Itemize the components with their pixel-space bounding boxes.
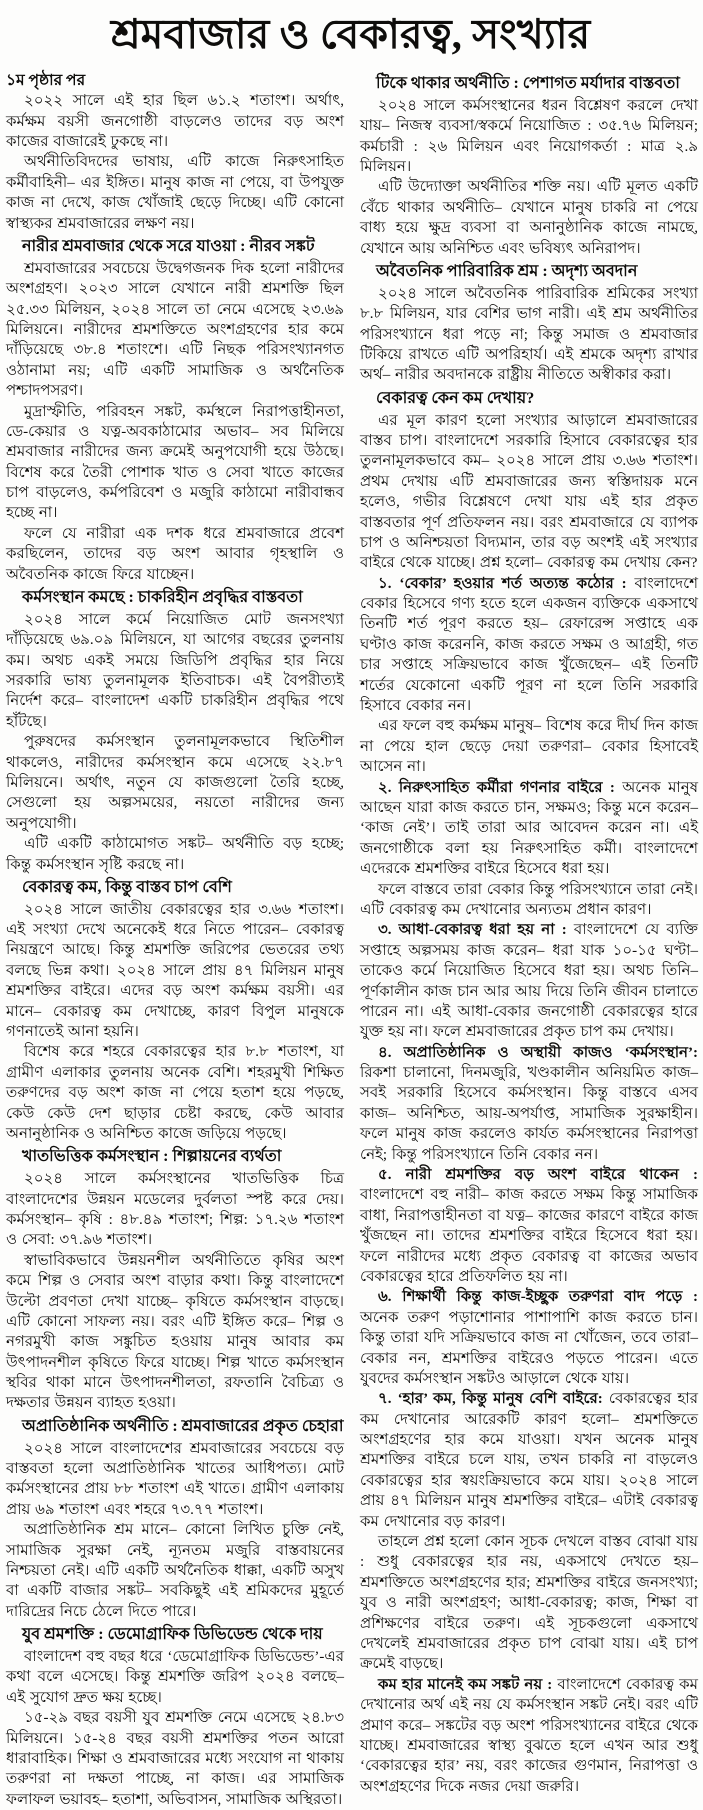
numbered-paragraph: ২. নিরুৎসাহিত কর্মীরা গণনার বাইরে : অনেক মানুষ আছেন যারা কাজ করতে চান, সক্ষমও; কিন্তু মনে করেন– ‘কাজ নেই’। তাই তারা আর আবেদন করেন না। এই জনগোষ্ঠীকে বলা হয় নিরুৎসাহিত কর্মী। বাংলাদেশে এদেরকে শ্রমশক্তির বাইরে হিসেবে ধরা হয়। — [360, 779, 698, 878]
article-paragraph: ফলে বাস্তবে তারা বেকার কিন্তু পরিসংখ্যানে তারা নেই। এটি বেকারত্ব কম দেখানোর অন্যতম প্রধান কারণ। — [360, 881, 698, 918]
article-paragraph: অপ্রাতিষ্ঠানিক শ্রম মানে– কোনো লিখিত চুক্তি নেই, সামাজিক সুরক্ষা নেই, ন্যূনতম মজুরি বাস্তবায়নের নিশ্চয়তা নেই। এটি একটি অর্থনৈতিক ধাক্কা, একটি অসুখ বা একটি বাজার সঙ্কট– সবকিছুই এই শ্রমিকদের মুহূর্তে দারিদ্রের নিচে ঠেলে দিতে পারে। — [6, 1522, 344, 1620]
article-paragraph: ফলে যে নারীরা এক দশক ধরে শ্রমবাজারে প্রবেশ করছিলেন, তাদের বড় অংশ আবার গৃহস্থালি ও অবৈতনিক কাজে ফিরে যাচ্ছেন। — [6, 525, 344, 583]
article-paragraph: অর্থনীতিবিদদের ভাষায়, এটি কাজে নিরুৎসাহিত কর্মীবাহিনী– এর ইঙ্গিত। মানুষ কাজ না পেয়ে, বা উপযুক্ত কাজ না দেখে, কাজ খোঁজাই ছেড়ে দিচ্ছে। এটি কোনো স্বাস্থ্যকর শ্রমবাজারের লক্ষণ নয়। — [6, 154, 344, 232]
continuation-note: ১ম পৃষ্ঠার পর — [6, 72, 86, 90]
article-paragraph: স্বাভাবিকভাবে উন্নয়নশীল অর্থনীতিতে কৃষির অংশ কমে শিল্প ও সেবার অংশ বাড়ার কথা। কিন্তু বাংলাদেশে উল্টো প্রবণতা দেখা যাচ্ছে– কৃষিতে কর্মসংস্থান বাড়ছে। এটি কোনো সাফল্য নয়। বরং এটি ইঙ্গিত করে– শিল্প ও নগরমুখী কাজ সঙ্কুচিত হওয়ায় মানুষ আবার কম উৎপাদনশীল কৃষিতে ফিরে যাচ্ছে। শিল্প খাতে কর্মসংস্থান স্থবির থাকা মানে উৎপাদনশীলতা, রফতানি বৈচিত্র্য ও দক্ষতার উন্নয়ন ব্যাহত হওয়া। — [6, 1252, 344, 1412]
article-paragraph: বাংলাদেশ বহু বছর ধরে ‘ডেমোগ্রাফিক ডিভিডেন্ড’-এর কথা বলে এসেছে। কিন্তু শ্রমশক্তি জরিপ ২০২৪ বলছে– এই সুযোগ দ্রুত ক্ষয় হচ্ছে। — [6, 1648, 344, 1706]
article-paragraph: ২০২৪ সালে অবৈতনিক পারিবারিক শ্রমিকের সংখ্যা ৮.৮ মিলিয়ন, যার বেশির ভাগ নারী। এই শ্রম অর্থনীতির পরিসংখ্যানে ধরা পড়ে না; কিন্তু সমাজ ও শ্রমবাজার টিকিয়ে রাখতে এটি অপরিহার্য। এই শ্রমকে অদৃশ্য রাখার অর্থ– নারীর অবদানকে রাষ্ট্রীয় নীতিতে অস্বীকার করা। — [360, 285, 698, 384]
article-paragraph: এর ফলে বহু কর্মক্ষম মানুষ– বিশেষ করে দীর্ঘ দিন কাজ না পেয়ে হাল ছেড়ে দেয়া তরুণরা– বেকার হিসাবেই আসেন না। — [360, 718, 698, 776]
section-heading: বেকারত্ব কেন কম দেখায়? — [376, 389, 535, 407]
numbered-paragraph: ৪. অপ্রাতিষ্ঠানিক ও অস্থায়ী কাজও ‘কর্মসংস্থান’: রিকশা চালানো, দিনমজুরি, খণ্ডকালীন অনিয়মিত কাজ– সবই সরকারি হিসেবে কর্মসংস্থান। কিন্তু বাস্তবে এসব কাজ– অনিশ্চিত, আয়-অপর্যাপ্ত, সামাজিক সুরক্ষাহীন। ফলে মানুষ কাজ করলেও কার্যত কর্মসংস্থানের নিরাপত্তা নেই; কিন্তু পরিসংখ্যানে তিনি বেকার নন। — [360, 1044, 698, 1163]
article-column-right — [360, 71, 698, 1810]
article-columns — [6, 71, 698, 1810]
article-paragraph: মুদ্রাস্ফীতি, পরিবহন সঙ্কট, কর্মস্থলে নিরাপত্তাহীনতা, ডে-কেয়ার ও যত্ন-অবকাঠামোর অভাব– সব মিলিয়ে শ্রমবাজার নারীদের জন্য ক্রমেই অনুপযোগী হয়ে উঠছে। বিশেষ করে তৈরী পোশাক খাত ও সেবা খাতে কাজের চাপ বাড়লেও, কর্মপরিবেশ ও মজুরি কাঠামো নারীবান্ধব হচ্ছে না। — [6, 403, 344, 522]
numbered-paragraph: ৬. শিক্ষার্থী কিন্তু কাজ-ইচ্ছুক তরুণরা বাদ পড়ে : অনেক তরুণ পড়াশোনার পাশাপাশি কাজ করতে চান। কিন্তু তারা যদি সক্রিয়ভাবে কাজ না খোঁজেন, তবে তারা– বেকার নন, শ্রমশক্তির বাইরেও পড়তে পারেন। এতে যুবদের কর্মসংস্থান সঙ্কটও আড়ালে থেকে যায়। — [360, 1289, 698, 1387]
article-paragraph: ২০২৪ সালে কর্মে নিয়োজিত মোট জনসংখ্যা দাঁড়িয়েছে ৬৯.০৯ মিলিয়নে, যা আগের বছরের তুলনায় কম। অথচ একই সময়ে জিডিপি প্রবৃদ্ধির হার নিয়ে সরকারি ভাষ্য তুলনামূলক ইতিবাচক। এই বৈপরীত্যই নির্দেশ করে– বাংলাদেশ একটি চাকরিহীন প্রবৃদ্ধির পথে হাঁটছে। — [6, 611, 344, 730]
article-paragraph: ২০২২ সালে এই হার ছিল ৬১.২ শতাংশ। অর্থাৎ, কর্মক্ষম বয়সী জনগোষ্ঠী বাড়লেও তাদের বড় অংশ কাজের বাজারেই ঢুকছে না। — [6, 93, 344, 151]
numbered-paragraph: ৭. ‘হার’ কম, কিন্তু মানুষ বেশি বাইরে: বেকারত্বের হার কম দেখানোর আরেকটি কারণ হলো– শ্রমশক্তিতে অংশগ্রহণের হার কমে যাওয়া। যখন অনেক মানুষ শ্রমশক্তির বাইরে চলে যায়, তখন চাকরি না বাড়লেও বেকারত্বের হার স্বয়ংক্রিয়ভাবে কমে যায়। ২০২৪ সালে প্রায় ৪৭ মিলিয়ন মানুষ শ্রমশক্তির বাইরে– এটাই বেকারত্ব কম দেখানোর বড় কারণ। — [360, 1391, 698, 1530]
section-heading: টিকে থাকার অর্থনীতি : পেশাগত মর্যাদার বাস্তবতা — [376, 75, 680, 93]
section-heading: অপ্রাতিষ্ঠানিক অর্থনীতি : শ্রমবাজারের প্রকৃত চেহারা — [22, 1417, 344, 1435]
article-paragraph: এটি উদ্যোক্তা অর্থনীতির শক্তি নয়। এটি মূলত একটি বেঁচে থাকার অর্থনীতি– যেখানে মানুষ চাকরি না পেয়ে বাধ্য হয়ে ক্ষুদ্র ব্যবসা বা অনানুষ্ঠানিক কাজে নামছে, যেখানে আয় অনিশ্চিত এবং ভবিষ্যৎ অনিরাপদ। — [360, 179, 698, 257]
paragraph-lead: ৪. অপ্রাতিষ্ঠানিক ও অস্থায়ী কাজও ‘কর্মসংস্থান’: — [378, 1044, 698, 1061]
article-paragraph: বিশেষ করে শহরে বেকারত্বের হার ৮.৮ শতাংশ, যা গ্রামীণ এলাকার তুলনায় অনেক বেশি। শহরমুখী শিক্ষিত তরুণদের বড় অংশ কাজ না পেয়ে হতাশ হয়ে পড়ছে, কেউ কেউ দেশ ছাড়ার চেষ্টা করছে, কেউ আবার অনানুষ্ঠানিক ও অনিশ্চিত কাজে জড়িয়ে পড়ছে। — [6, 1044, 344, 1142]
article-paragraph: এর মূল কারণ হলো সংখ্যার আড়ালে শ্রমবাজারের বাস্তব চাপ। বাংলাদেশে সরকারি হিসাবে বেকারত্বের হার তুলনামূলকভাবে কম– ২০২৪ সালে প্রায় ৩.৬৬ শতাংশ। প্রথম দেখায় এটি শ্রমবাজারের জন্য স্বস্তিদায়ক মনে হলেও, গভীর বিশ্লেষণে দেখা যায় এই হার প্রকৃত বাস্তবতার পূর্ণ প্রতিফলন নয়। বরং শ্রমবাজারে যে ব্যাপক চাপ ও অনিশ্চয়তা বিদ্যমান, তার বড় অংশই এই সংখ্যার বাইরে থেকে যাচ্ছে। প্রশ্ন হলো– বেকারত্ব কম দেখায় কেন? — [360, 412, 698, 572]
paragraph-lead: ১. ‘বেকার’ হওয়ার শর্ত অত্যন্ত কঠোর : — [378, 575, 635, 592]
paragraph-lead: ৭. ‘হার’ কম, কিন্তু মানুষ বেশি বাইরে: — [378, 1391, 609, 1408]
article-paragraph: ২০২৪ সালে জাতীয় বেকারত্বের হার ৩.৬৬ শতাংশ। এই সংখ্যা দেখে অনেকেই ধরে নিতে পারেন– বেকারত্ব নিয়ন্ত্রণে আছে। কিন্তু শ্রমশক্তি জরিপের ভেতরের তথ্য বলছে ভিন্ন কথা। ২০২৪ সালে প্রায় ৪৭ মিলিয়ন মানুষ শ্রমশক্তির বাইরে। এদের বড় অংশ কর্মক্ষম বয়সী। এর মানে– বেকারত্ব কম দেখাচ্ছে, কারণ বিপুল মানুষকে গণনাতেই আনা হয়নি। — [6, 901, 344, 1041]
article-column-left — [6, 71, 344, 1810]
section-heading: কর্মসংস্থান কমছে : চাকরিহীন প্রবৃদ্ধির বাস্তবতা — [22, 589, 303, 607]
paragraph-lead: ২. নিরুৎসাহিত কর্মীরা গণনার বাইরে : — [378, 779, 623, 796]
paragraph-lead: ৫. নারী শ্রমশক্তির বড় অংশ বাইরে থাকেন : — [378, 1167, 698, 1184]
article-paragraph: ২০২৪ সালে বাংলাদেশের শ্রমবাজারের সবচেয়ে বড় বাস্তবতা হলো অপ্রাতিষ্ঠানিক খাতের আধিপত্য। মোট কর্মসংস্থানের প্রায় ৮৮ শতাংশ এই খাতে। গ্রামীণ এলাকায় প্রায় ৬৯ শতাংশ এবং শহরে ৭৩.৭৭ শতাংশ। — [6, 1440, 344, 1518]
numbered-paragraph: ৫. নারী শ্রমশক্তির বড় অংশ বাইরে থাকেন : বাংলাদেশে বহু নারী– কাজ করতে সক্ষম কিন্তু সামাজিক বাধা, নিরাপত্তাহীনতা বা যত্ন– কাজের কারণে বাইরে কাজ খুঁজছেন না। তাদের শ্রমশক্তির বাইরে হিসেবে ধরা হয়। ফলে নারীদের মধ্যে প্রকৃত বেকারত্ব বা কাজের অভাব বেকারত্বের হারে প্রতিফলিত হয় না। — [360, 1167, 698, 1285]
article-paragraph: ১৫-২৯ বছর বয়সী যুব শ্রমশক্তি নেমে এসেছে ২৪.৮৩ মিলিয়নে। ১৫-২৪ বছর বয়সী শ্রমশক্তির পতন আরো ধারাবাহিক। শিক্ষা ও শ্রমবাজারের মধ্যে সংযোগ না থাকায় তরুণরা না দক্ষতা পাচ্ছে, না কাজ। এর সামাজিক ফলাফল ভয়াবহ– হতাশা, অভিবাসন, সামাজিক অস্থিরতা। — [6, 1710, 344, 1808]
paragraph-lead: ৬. শিক্ষার্থী কিন্তু কাজ-ইচ্ছুক তরুণরা বাদ পড়ে : — [378, 1289, 698, 1306]
section-heading: নারীর শ্রমবাজার থেকে সরে যাওয়া : নীরব সঙ্কট — [22, 237, 315, 255]
article-paragraph: তাহলে প্রশ্ন হলো কোন সূচক দেখলে বাস্তব বোঝা যায় : শুধু বেকারত্বের হার নয়, একসাথে দেখতে হয়– শ্রমশক্তিতে অংশগ্রহণের হার; শ্রমশক্তির বাইরে জনসংখ্যা; যুব ও নারী অংশগ্রহণ; আধা-বেকারত্ব; কাজ, শিক্ষা বা প্রশিক্ষণের বাইরে তরুণ। এই সূচকগুলো একসাথে দেখলেই শ্রমবাজারের প্রকৃত চাপ বোঝা যায়। এই চাপ ক্রমেই বাড়ছে। — [360, 1534, 698, 1673]
numbered-paragraph: ১. ‘বেকার’ হওয়ার শর্ত অত্যন্ত কঠোর : বাংলাদেশে বেকার হিসেবে গণ্য হতে হলে একজন ব্যক্তিকে একসাথে তিনটি শর্ত পূরণ করতে হয়– রেফারেন্স সপ্তাহে এক ঘণ্টাও কাজ করেননি, কাজ করতে সক্ষম ও আগ্রহী, গত চার সপ্তাহে সক্রিয়ভাবে কাজ খুঁজেছেন– এই তিনটি শর্তের যেকোনো একটি পূরণ না হলে তিনি সরকারি হিসাবে বেকার নন। — [360, 575, 698, 715]
article-paragraph: ২০২৪ সালে কর্মসংস্থানের ধরন বিশ্লেষণ করলে দেখা যায়– নিজস্ব ব্যবসা/স্বকর্মে নিয়োজিত : ৩৫.৭৬ মিলিয়ন; কর্মচারী : ২৬ মিলিয়ন এবং নিয়োগকর্তা : মাত্র ২.৯ মিলিয়ন। — [360, 97, 698, 176]
article-title: শ্রমবাজার ও বেকারত্ব, সংখ্যার — [110, 11, 591, 57]
section-heading: যুব শ্রমশক্তি : ডেমোগ্রাফিক ডিভিডেন্ড থেকে দায় — [22, 1626, 323, 1644]
article-paragraph: এটি একটি কাঠামোগত সঙ্কট– অর্থনীতি বড় হচ্ছে; কিন্তু কর্মসংস্থান সৃষ্টি করছে না। — [6, 836, 344, 873]
paragraph-lead: ৩. আধা-বেকারত্ব ধরা হয় না : — [378, 922, 574, 939]
article-paragraph: পুরুষদের কর্মসংস্থান তুলনামূলকভাবে স্থিতিশীল থাকলেও, নারীদের কর্মসংস্থান কমে এসেছে ২২.৮৭ মিলিয়নে। অর্থাৎ, নতুন যে কাজগুলো তৈরি হচ্ছে, সেগুলো হয় অল্পসময়ের, নয়তো নারীদের জন্য অনুপযোগী। — [6, 734, 344, 832]
numbered-paragraph: ৩. আধা-বেকারত্ব ধরা হয় না : বাংলাদেশে যে ব্যক্তি সপ্তাহে অল্পসময় কাজ করেন– ধরা যাক ১০-১৫ ঘণ্টা– তাকেও কর্মে নিয়োজিত হিসেবে ধরা হয়। অথচ তিনি– পূর্ণকালীন কাজ চান আর আয় দিয়ে তিনি জীবন চালাতে পারেন না। এই আধা-বেকার জনগোষ্ঠী বেকারত্বের হারে যুক্ত হয় না। ফলে শ্রমবাজারের প্রকৃত চাপ কম দেখায়। — [360, 922, 698, 1041]
section-heading: বেকারত্ব কম, কিন্তু বাস্তব চাপ বেশি — [22, 878, 232, 896]
numbered-paragraph: কম হার মানেই কম সঙ্কট নয় : বাংলাদেশে বেকারত্ব কম দেখানোর অর্থ এই নয় যে কর্মসংস্থান সঙ্কট নেই। বরং এটি প্রমাণ করে– সঙ্কটের বড় অংশ পরিসংখ্যানের বাইরে থেকে যাচ্ছে। শ্রমবাজারের স্বাস্থ্য বুঝতে হলে এখন আর শুধু ‘বেকারত্বের হার’ নয়, বরং কাজের গুণমান, নিরাপত্তা ও অংশগ্রহণের দিকে নজর দেয়া জরুরি। — [360, 1676, 698, 1795]
article-paragraph: শ্রমবাজারের সবচেয়ে উদ্বেগজনক দিক হলো নারীদের অংশগ্রহণ। ২০২৩ সালে যেখানে নারী শ্রমশক্তি ছিল ২৫.৩৩ মিলিয়ন, ২০২৪ সালে তা নেমে এসেছে ২৩.৬৯ মিলিয়নে। নারীদের শ্রমশক্তিতে অংশগ্রহণের হার কমে দাঁড়িয়েছে ৩৮.৪ শতাংশে। এটি নিছক পরিসংখ্যানগত ওঠানামা নয়; এটি একটি সামাজিক ও অর্থনৈতিক পশ্চাদপসরণ। — [6, 260, 344, 400]
section-heading: অবৈতনিক পারিবারিক শ্রম : অদৃশ্য অবদান — [376, 263, 638, 281]
article-paragraph: ২০২৪ সালে কর্মসংস্থানের খাতভিত্তিক চিত্র বাংলাদেশের উন্নয়ন মডেলের দুর্বলতা স্পষ্ট করে দেয়। কর্মসংস্থান– কৃষি : ৪৮.৪৯ শতাংশ; শিল্প: ১৭.২৬ শতাংশ ও সেবা: ৩৭.৯৬ শতাংশ। — [6, 1171, 344, 1249]
section-heading: খাতভিত্তিক কর্মসংস্থান : শিল্পায়নের ব্যর্থতা — [22, 1148, 282, 1166]
paragraph-lead: কম হার মানেই কম সঙ্কট নয় : — [378, 1676, 558, 1693]
